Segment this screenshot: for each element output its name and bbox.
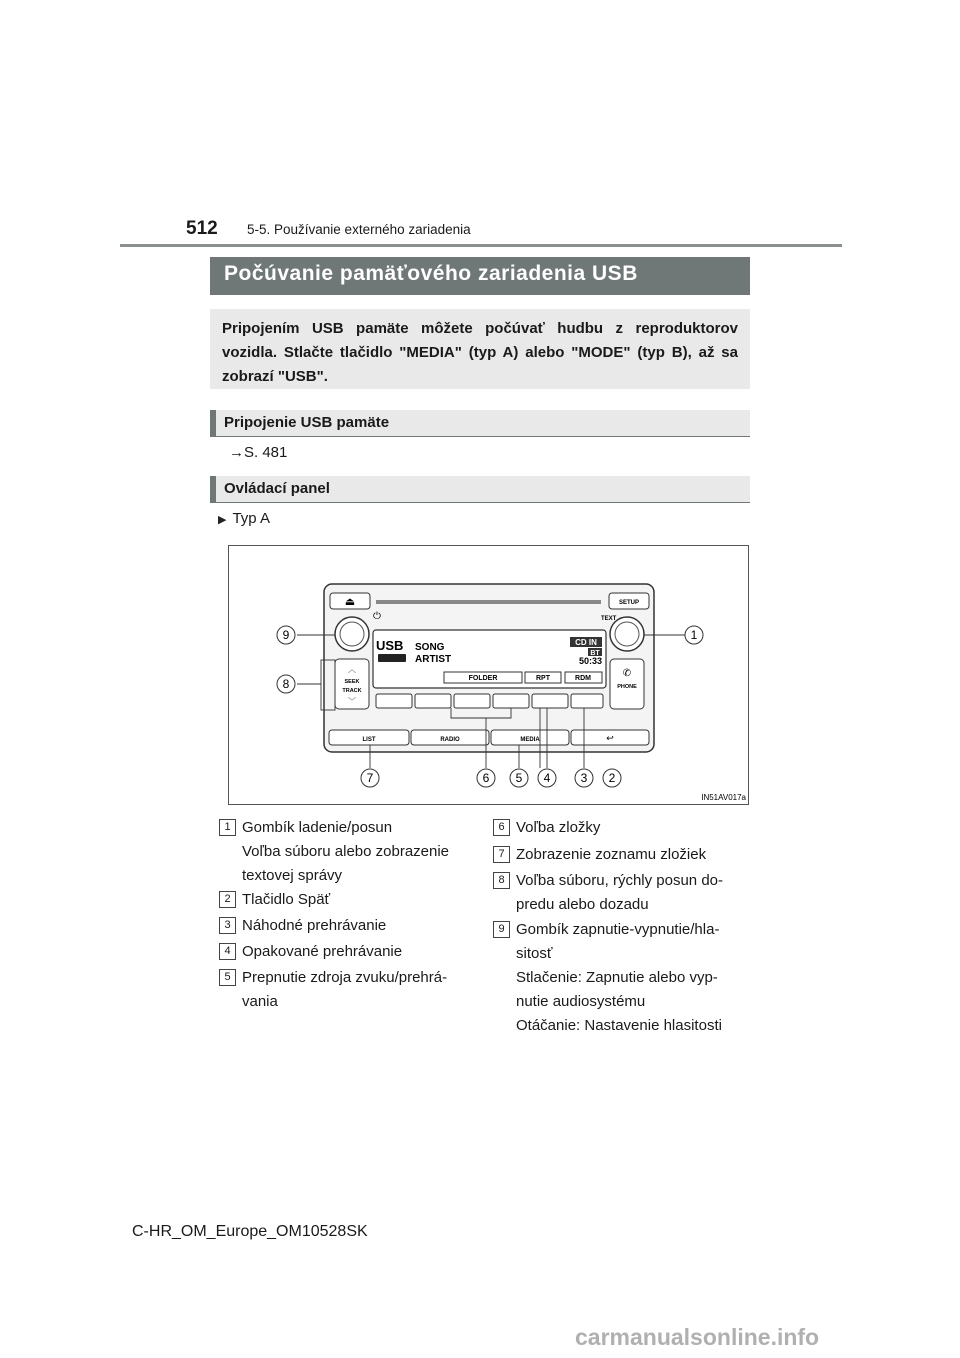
legend-number: 2 [219, 891, 236, 908]
legend-text: Prepnutie zdroja zvuku/prehrá- vania [242, 969, 448, 1010]
legend-text: Zobrazenie zoznamu zložiek [516, 846, 707, 863]
legend-text: Gombík zapnutie-vypnutie/hla- sitosť Stlačenie: Zapnutie alebo vyp- nutie audiosystému Otáčanie: Nastavenie hlasitosti [516, 921, 722, 1034]
folder-label: FOLDER [468, 675, 498, 682]
radio-label: RADIO [440, 737, 460, 743]
rdm-label: RDM [575, 675, 591, 682]
usb-label: USB [376, 638, 404, 653]
callout-9: 9 [282, 628, 290, 642]
usb-stick-icon [378, 654, 406, 662]
type-label [218, 510, 270, 527]
legend-number: 3 [219, 917, 236, 934]
legend-number: 7 [493, 846, 510, 863]
song-label: SONG [415, 642, 445, 653]
rpt-label: RPT [536, 675, 550, 682]
audio-panel-illustration [229, 546, 750, 806]
page-reference-link[interactable]: →S. 481 [229, 444, 288, 461]
cd-slot [376, 600, 601, 604]
legend-number: 6 [493, 819, 510, 836]
phone-icon: ✆ [622, 668, 632, 679]
time-readout: 50:33 [578, 656, 602, 666]
watermark: carmanualsonline.info [575, 1324, 820, 1350]
text-label: TEXT [601, 616, 617, 622]
legend-number: 9 [493, 921, 510, 938]
heading-text: Pripojenie USB pamäte [224, 414, 390, 431]
section-heading-panel [210, 476, 750, 503]
type-label-text: Typ A [232, 510, 270, 527]
callout-4: 4 [543, 771, 551, 785]
callout-8: 8 [282, 677, 290, 691]
up-chevron-icon: ︿ [348, 665, 356, 674]
intro-text: Pripojením USB pamäte môžete počúvať hudbu z reproduktorov vozidla. Stlačte tlačidlo "MEDIA" (typ A) alebo "MODE" (typ B), až sa zobrazí "USB". [222, 320, 738, 385]
legend-text: Gombík ladenie/posun Voľba súboru alebo zobrazenie textovej správy [242, 819, 450, 884]
legend-text: Tlačidlo Späť [242, 891, 331, 908]
figure-code: IN51AV017a [701, 793, 746, 802]
callout-6: 6 [482, 771, 490, 785]
legend-number: 8 [493, 872, 510, 889]
triangle-bullet-icon: ▶ [218, 514, 227, 526]
legend-number: 4 [219, 943, 236, 960]
legend-text: Náhodné prehrávanie [242, 917, 387, 934]
list-label: LIST [362, 737, 376, 743]
page-number: 512 [186, 218, 218, 239]
phone-label: PHONE [617, 684, 637, 690]
header-rule [120, 244, 842, 247]
bt-label: BT [590, 650, 600, 657]
back-arrow-icon: ↩ [606, 733, 614, 743]
media-label: MEDIA [520, 737, 540, 743]
callout-2: 2 [608, 771, 616, 785]
chapter-title: 5-5. Používanie externého zariadenia [247, 222, 471, 237]
section-title-bar [210, 257, 750, 295]
seek-label: SEEK [344, 679, 360, 685]
intro-box [210, 309, 750, 389]
eject-icon: ⏏ [344, 596, 356, 608]
legend-number: 1 [219, 819, 236, 836]
audio-panel-figure [228, 545, 749, 805]
section-heading-connect [210, 410, 750, 437]
document-footer: C-HR_OM_Europe_OM10528SK [132, 1223, 368, 1240]
setup-label: SETUP [618, 600, 640, 606]
artist-label: ARTIST [415, 654, 452, 665]
legend-text: Opakované prehrávanie [242, 943, 403, 960]
heading-marker [210, 410, 216, 437]
power-icon: ⏻ [373, 611, 381, 622]
legend-text: Voľba súboru, rýchly posun do- predu alebo dozadu [516, 872, 723, 913]
callout-5: 5 [515, 771, 523, 785]
legend-number: 5 [219, 969, 236, 986]
heading-text: Ovládací panel [224, 480, 330, 497]
callout-3: 3 [580, 771, 588, 785]
callout-1: 1 [690, 628, 698, 642]
track-label: TRACK [342, 688, 362, 694]
legend-text: Voľba zložky [516, 819, 601, 836]
heading-marker [210, 476, 216, 503]
cdin-label: CD IN [575, 638, 597, 647]
page-title: Počúvanie pamäťového zariadenia USB [224, 262, 638, 285]
callout-7: 7 [366, 771, 374, 785]
down-chevron-icon: ﹀ [348, 697, 356, 706]
